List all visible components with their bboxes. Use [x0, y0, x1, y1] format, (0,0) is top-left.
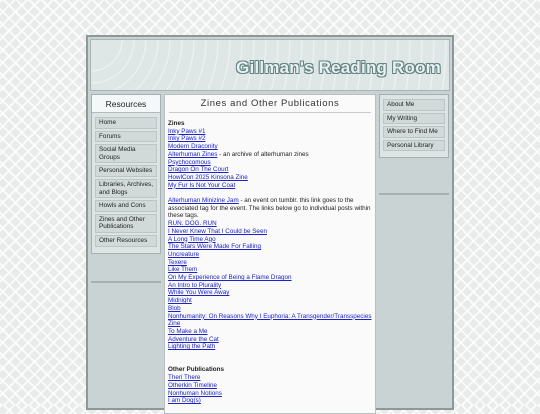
- zine-link[interactable]: HowlCon 2025 Kinsona Zine: [168, 173, 248, 181]
- minizine-link[interactable]: Like Them: [168, 266, 198, 274]
- nav-item-home[interactable]: Home: [95, 117, 157, 129]
- publication-link[interactable]: Nonhuman Notions: [168, 389, 222, 397]
- list-item: [168, 313, 372, 328]
- minizine-link[interactable]: RUN. DOG. RUN: [168, 220, 217, 228]
- spacer: [168, 359, 372, 367]
- list-item: [168, 289, 372, 297]
- publication-link[interactable]: I am Dog(s): [168, 397, 201, 405]
- left-sidebar-divider: [91, 281, 161, 283]
- nav-item-my-writing[interactable]: My Writing: [383, 113, 445, 125]
- list-item: [168, 328, 372, 336]
- nav-item-zines-and-other-publications[interactable]: Zines and Other Publications: [95, 214, 157, 233]
- list-item: [168, 143, 372, 151]
- link-description: - an archive of alterhuman zines: [217, 150, 309, 158]
- minizine-link[interactable]: The Stars Were Made For Falling: [168, 243, 261, 251]
- zine-link[interactable]: Alterhuman Zines: [168, 150, 218, 158]
- list-item: [168, 135, 372, 143]
- minizine-link[interactable]: To Make a Me: [168, 327, 208, 335]
- list-item: [168, 390, 372, 398]
- nav-item-other-resources[interactable]: Other Resources: [95, 235, 157, 247]
- minizine-link[interactable]: I Never Knew That I Could be Seen: [168, 227, 267, 235]
- left-sidebar-heading: Resources: [92, 95, 160, 113]
- main-content: [164, 94, 376, 414]
- nav-item-about-me[interactable]: About Me: [383, 99, 445, 111]
- minizine-jam-link[interactable]: Alterhuman Minizine Jam: [168, 197, 239, 205]
- spacer: [168, 189, 372, 197]
- right-sidebar: [379, 94, 449, 158]
- list-item: [168, 174, 372, 182]
- page-frame: [86, 35, 454, 410]
- minizine-link[interactable]: While You Were Away: [168, 289, 230, 297]
- list-item: [168, 220, 372, 228]
- site-title: Gillman's Reading Room: [236, 58, 441, 77]
- list-item: [168, 305, 372, 313]
- list-item: [168, 159, 372, 167]
- list-item: [168, 182, 372, 190]
- list-item: [168, 251, 372, 259]
- minizine-link[interactable]: Nonhumanity: On Reasons Why I Euphoria: A Transgender/Transspecies Zine: [168, 312, 372, 328]
- list-item: [168, 374, 372, 382]
- zine-link[interactable]: Dragon On The Court: [168, 166, 229, 174]
- list-item: [168, 336, 372, 344]
- zines-heading: Zines: [168, 120, 185, 127]
- list-item: [168, 266, 372, 274]
- nav-item-social-media-groups[interactable]: Social Media Groups: [95, 144, 157, 163]
- zine-link[interactable]: Modern Draconity: [168, 143, 218, 151]
- left-sidebar: [91, 94, 161, 254]
- spacer: [168, 351, 372, 359]
- nav-item-libraries-archives-blogs[interactable]: Libraries, Archives, and Blogs: [95, 179, 157, 198]
- list-item: [168, 397, 372, 405]
- minizine-jam-description: - an event on tumblr. this link goes to the associated tag for the event. The links below go to individual posts within these tags.: [168, 197, 371, 220]
- minizine-link[interactable]: Blob: [168, 304, 181, 312]
- zine-link[interactable]: Psychocomous: [168, 158, 211, 166]
- minizine-link[interactable]: A Long Time Ago: [168, 235, 216, 243]
- list-item: [168, 197, 372, 220]
- zine-link[interactable]: Inky Paws #2: [168, 135, 206, 143]
- minizine-link[interactable]: Adventure the Cat: [168, 335, 219, 343]
- list-item: [168, 282, 372, 290]
- content-body: [165, 113, 375, 405]
- right-nav-list: [380, 95, 448, 157]
- page-title: Zines and Other Publications: [169, 95, 371, 113]
- list-item: [168, 343, 372, 351]
- list-item: [168, 228, 372, 236]
- zine-link[interactable]: My Fur Is Not Your Coat: [168, 181, 236, 189]
- minizine-link[interactable]: On My Experience of Being a Flame Dragon: [168, 274, 292, 282]
- list-item: [168, 128, 372, 136]
- right-sidebar-divider: [379, 193, 449, 195]
- minizine-link[interactable]: Lighting the Path: [168, 343, 216, 351]
- nav-item-personal-websites[interactable]: Personal Websites: [95, 165, 157, 177]
- list-item: [168, 151, 372, 159]
- nav-item-howls-and-cons[interactable]: Howls and Cons: [95, 200, 157, 212]
- minizine-link[interactable]: Midnight: [168, 297, 192, 305]
- other-publications-heading: Other Publications: [168, 366, 224, 374]
- minizine-link[interactable]: Texere: [168, 258, 187, 266]
- list-item: [168, 236, 372, 244]
- publication-link[interactable]: Otherkin Timeline: [168, 381, 217, 389]
- list-item: [168, 259, 372, 267]
- nav-item-forums[interactable]: Forums: [95, 131, 157, 143]
- nav-item-where-to-find-me[interactable]: Where to Find Me: [383, 126, 445, 138]
- list-item: [168, 382, 372, 390]
- zine-link[interactable]: Inky Paws #1: [168, 127, 206, 135]
- publication-link[interactable]: Theri There: [168, 374, 201, 382]
- left-nav-list: [92, 113, 160, 253]
- minizine-link[interactable]: An Intro to Plurality: [168, 281, 222, 289]
- list-item: [168, 243, 372, 251]
- list-item: [168, 166, 372, 174]
- nav-item-personal-library[interactable]: Personal Library: [383, 140, 445, 152]
- list-item: [168, 274, 372, 282]
- site-header: [90, 39, 450, 91]
- list-item: [168, 297, 372, 305]
- minizine-link[interactable]: Uncreature: [168, 250, 200, 258]
